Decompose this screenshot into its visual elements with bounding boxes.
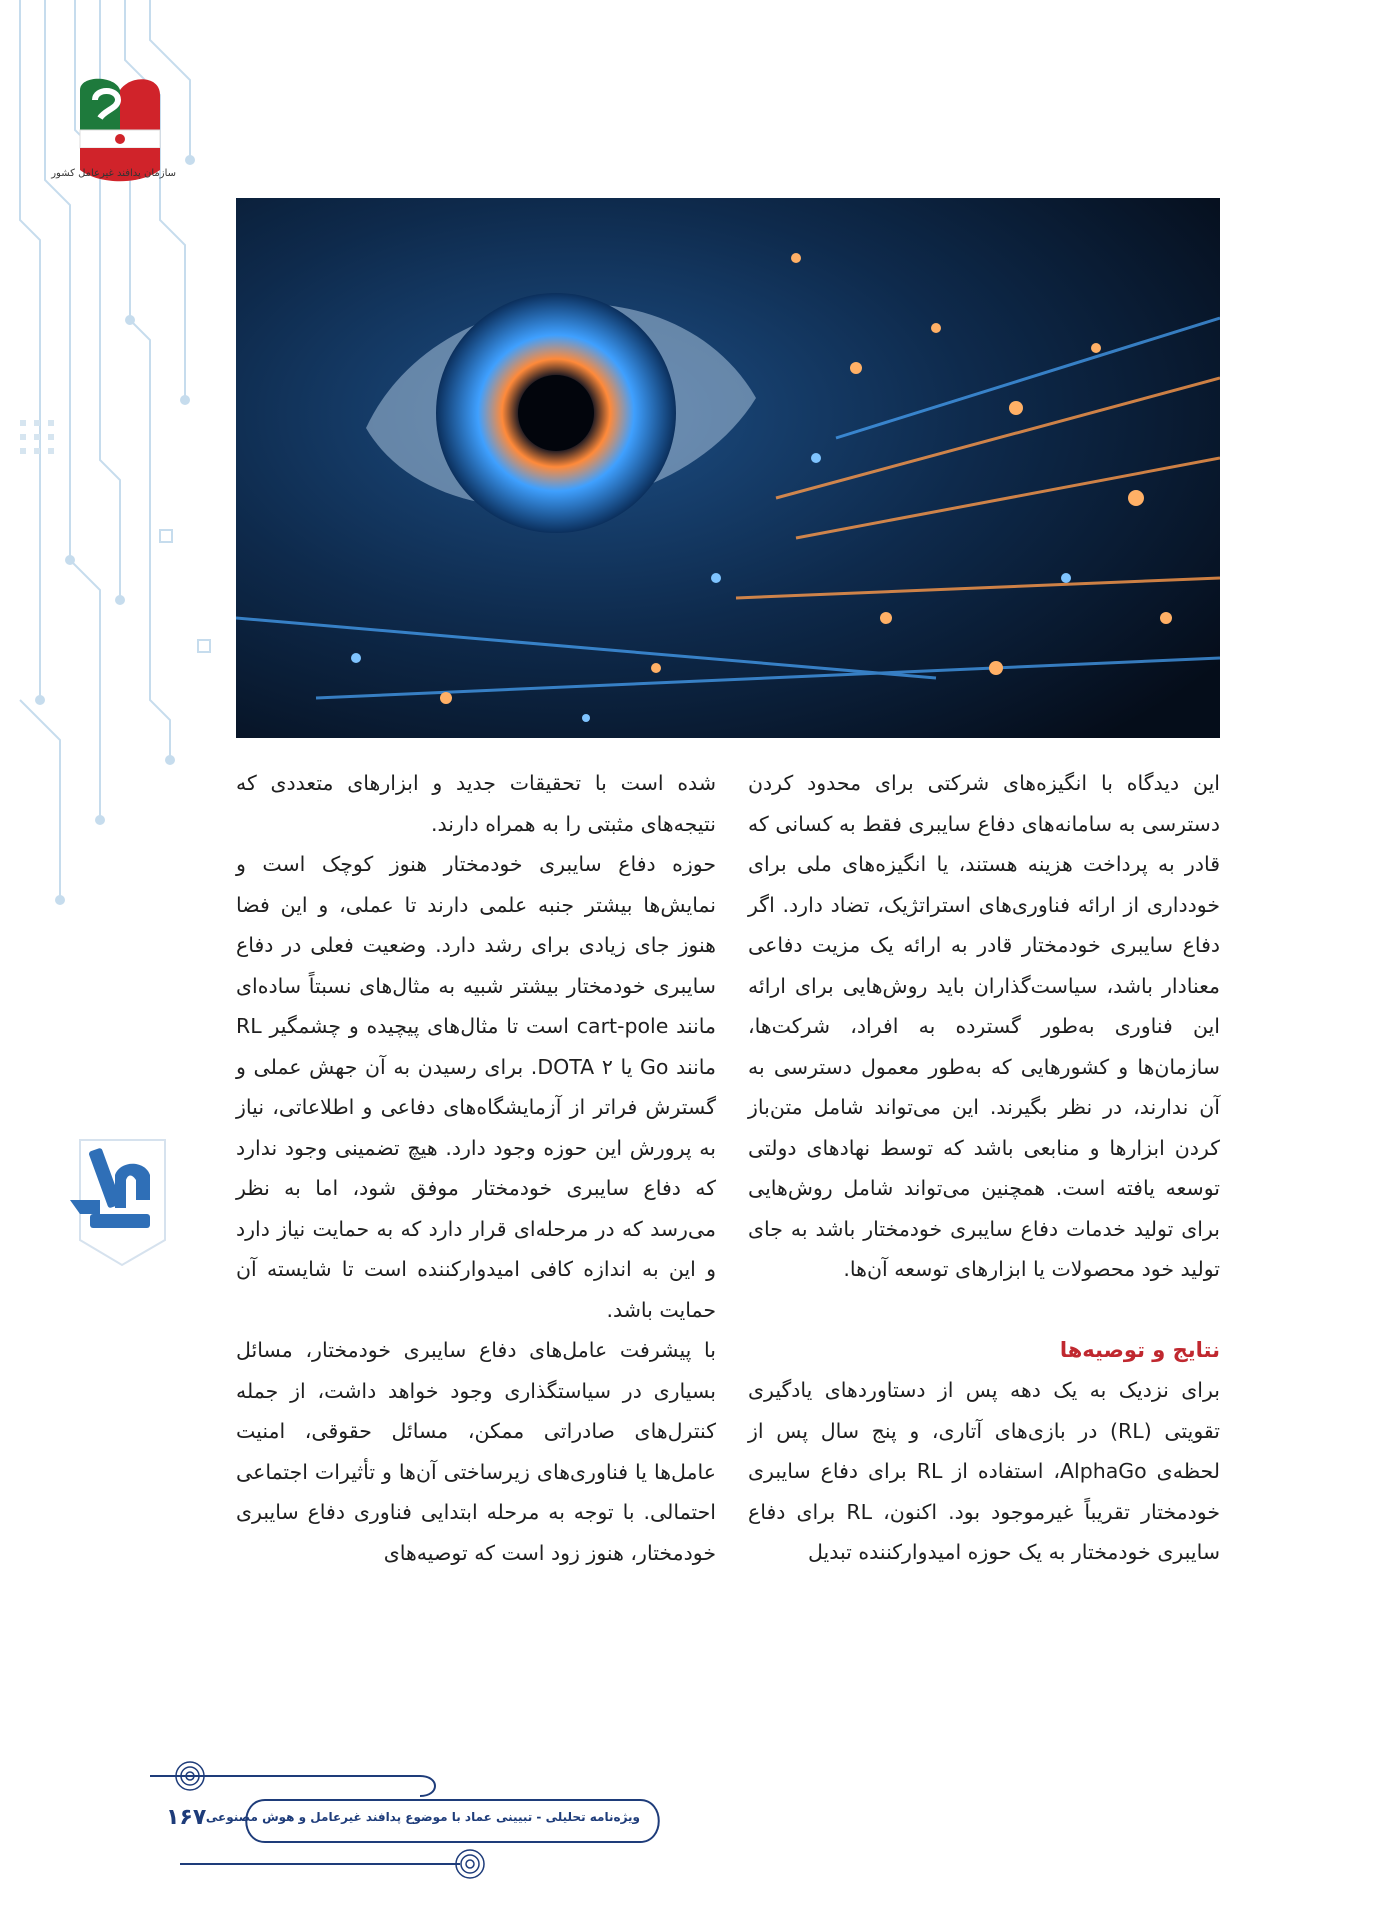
paragraph: برای نزدیک به یک دهه پس از دستاوردهای یادگیری تقویتی (RL) در بازی‌های آتاری، و پنج سال پس از لحظه‌ی AlphaGo، استفاده از RL برای دفاع سایبری خودمختار تقریباً غیرموجود بود. اکنون، RL برای دفاع سایبری خودمختار به یک حوزه امیدوارکننده تبدیل [748, 1378, 1221, 1564]
paragraph: با پیشرفت عامل‌های دفاع سایبری خودمختار، مسائل بسیاری در سیاستگذاری وجود خواهد داشت، از جمله کنترل‌های صادراتی ممکن، مسائل حقوقی، امنیت عامل‌ها یا فناوری‌های زیرساختی آن‌ها و تأثیرات اجتماعی احتمالی. با توجه به مرحله ابتدایی فناوری دفاع سایبری خودمختار، هنوز زود است که توصیه‌های [236, 1338, 716, 1565]
article-left-column [236, 763, 716, 1573]
paragraph: شده است با تحقیقات جدید و ابزارهای متعددی که نتیجه‌های مثبتی را به همراه دارند. [236, 771, 716, 836]
section-heading: نتایج و توصیه‌ها [1059, 1337, 1220, 1362]
publication-title: ویژه‌نامه تحلیلی - تبیینی عماد با موضوع پدافند غیرعامل و هوش مصنوعی [205, 1810, 640, 1824]
logo-caption: سازمان پدافند غیرعامل کشور [51, 168, 176, 179]
article-right-column [748, 763, 1220, 1573]
hero-image [236, 198, 1220, 738]
paragraph: حوزه دفاع سایبری خودمختار هنوز کوچک است و نمایش‌ها بیشتر جنبه علمی دارند تا عملی، و این فضا هنوز جای زیادی برای رشد دارد. وضعیت فعلی در دفاع سایبری خودمختار بیشتر شبیه به مثال‌های نسبتاً ساده‌ای مانند cart-pole است تا مثال‌های پیچیده و چشمگیر RL مانند Go یا DOTA ۲. برای رسیدن به آن جهش عملی و گسترش فراتر از آزمایشگاه‌های دفاعی و اطلاعاتی، نیاز به پرورش این حوزه وجود دارد. هیچ تضمینی وجود ندارد که دفاع سایبری خودمختار موفق شود، اما به نظر می‌رسد که در مرحله‌ای قرار دارد که به حمایت نیاز دارد و این به اندازه کافی امیدوارکننده است تا شایسته آن حمایت باشد. [236, 852, 716, 1322]
emad-logo [60, 1130, 180, 1280]
paragraph: این دیدگاه با انگیزه‌های شرکتی برای محدود کردن دسترسی به سامانه‌های دفاع سایبری فقط به کسانی که قادر به پرداخت هزینه هستند، یا انگیزه‌های ملی برای خودداری از ارائه فناوری‌های استراتژیک، تضاد دارد. اگر دفاع سایبری خودمختار قادر به ارائه یک مزیت دفاعی معنادار باشد، سیاست‌گذاران باید روش‌هایی برای ارائه این فناوری به‌طور گسترده به افراد، شرکت‌ها، سازمان‌ها و کشورهایی که به‌طور معمول دسترسی به آن ندارند، در نظر بگیرند. این می‌تواند شامل متن‌باز کردن ابزارها و منابعی باشد که توسط نهادهای دولتی توسعه یافته است. همچنین می‌تواند شامل روش‌هایی برای تولید خدمات دفاع سایبری خودمختار باشد به جای تولید خود محصولات یا ابزارهای توسعه آن‌ها. [748, 771, 1220, 1281]
page-number: ۱۶۷ [166, 1805, 207, 1830]
